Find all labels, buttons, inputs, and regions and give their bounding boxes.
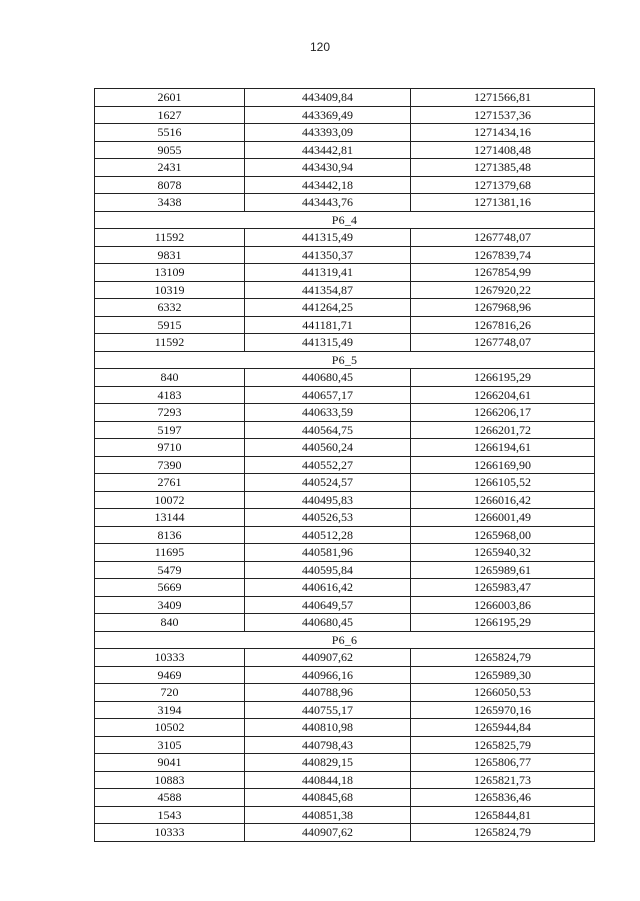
section-label: Р6_6 bbox=[95, 631, 595, 649]
point-number-cell: 10319 bbox=[95, 281, 245, 299]
y-coordinate-cell: 1266194,61 bbox=[411, 439, 595, 457]
x-coordinate-cell: 440829,15 bbox=[245, 754, 411, 772]
x-coordinate-cell: 440844,18 bbox=[245, 771, 411, 789]
table-row bbox=[95, 684, 595, 702]
x-coordinate-cell: 440581,96 bbox=[245, 544, 411, 562]
x-coordinate-cell: 440524,57 bbox=[245, 474, 411, 492]
y-coordinate-cell: 1266169,90 bbox=[411, 456, 595, 474]
point-number-cell: 9041 bbox=[95, 754, 245, 772]
point-number-cell: 5915 bbox=[95, 316, 245, 334]
point-number-cell: 8136 bbox=[95, 526, 245, 544]
x-coordinate-cell: 440680,45 bbox=[245, 369, 411, 387]
point-number-cell: 10502 bbox=[95, 719, 245, 737]
y-coordinate-cell: 1266201,72 bbox=[411, 421, 595, 439]
table-row bbox=[95, 159, 595, 177]
point-number-cell: 2761 bbox=[95, 474, 245, 492]
table-row bbox=[95, 561, 595, 579]
table-row bbox=[95, 719, 595, 737]
point-number-cell: 840 bbox=[95, 369, 245, 387]
point-number-cell: 10333 bbox=[95, 649, 245, 667]
section-header-row bbox=[95, 351, 595, 369]
point-number-cell: 10883 bbox=[95, 771, 245, 789]
section-label: Р6_4 bbox=[95, 211, 595, 229]
point-number-cell: 1543 bbox=[95, 806, 245, 824]
x-coordinate-cell: 440526,53 bbox=[245, 509, 411, 527]
point-number-cell: 6332 bbox=[95, 299, 245, 317]
coordinates-table bbox=[94, 88, 595, 842]
table-row bbox=[95, 194, 595, 212]
x-coordinate-cell: 441315,49 bbox=[245, 229, 411, 247]
y-coordinate-cell: 1266105,52 bbox=[411, 474, 595, 492]
table-row bbox=[95, 106, 595, 124]
table-row bbox=[95, 299, 595, 317]
x-coordinate-cell: 440845,68 bbox=[245, 789, 411, 807]
y-coordinate-cell: 1271408,48 bbox=[411, 141, 595, 159]
y-coordinate-cell: 1266206,17 bbox=[411, 404, 595, 422]
x-coordinate-cell: 440788,96 bbox=[245, 684, 411, 702]
y-coordinate-cell: 1267968,96 bbox=[411, 299, 595, 317]
y-coordinate-cell: 1265940,32 bbox=[411, 544, 595, 562]
table-row bbox=[95, 666, 595, 684]
table-row bbox=[95, 771, 595, 789]
coordinates-table-body bbox=[95, 89, 595, 842]
x-coordinate-cell: 440633,59 bbox=[245, 404, 411, 422]
table-row bbox=[95, 789, 595, 807]
x-coordinate-cell: 440966,16 bbox=[245, 666, 411, 684]
y-coordinate-cell: 1265983,47 bbox=[411, 579, 595, 597]
table-row bbox=[95, 421, 595, 439]
table-row bbox=[95, 404, 595, 422]
y-coordinate-cell: 1265989,30 bbox=[411, 666, 595, 684]
y-coordinate-cell: 1271434,16 bbox=[411, 124, 595, 142]
y-coordinate-cell: 1265989,61 bbox=[411, 561, 595, 579]
x-coordinate-cell: 441264,25 bbox=[245, 299, 411, 317]
point-number-cell: 4588 bbox=[95, 789, 245, 807]
table-row bbox=[95, 509, 595, 527]
x-coordinate-cell: 443409,84 bbox=[245, 89, 411, 107]
point-number-cell: 11592 bbox=[95, 229, 245, 247]
table-row bbox=[95, 124, 595, 142]
y-coordinate-cell: 1265968,00 bbox=[411, 526, 595, 544]
x-coordinate-cell: 441319,41 bbox=[245, 264, 411, 282]
x-coordinate-cell: 440755,17 bbox=[245, 701, 411, 719]
y-coordinate-cell: 1267839,74 bbox=[411, 246, 595, 264]
table-row bbox=[95, 474, 595, 492]
point-number-cell: 11695 bbox=[95, 544, 245, 562]
y-coordinate-cell: 1266016,42 bbox=[411, 491, 595, 509]
x-coordinate-cell: 440560,24 bbox=[245, 439, 411, 457]
point-number-cell: 9469 bbox=[95, 666, 245, 684]
y-coordinate-cell: 1265944,84 bbox=[411, 719, 595, 737]
table-row bbox=[95, 334, 595, 352]
table-row bbox=[95, 439, 595, 457]
x-coordinate-cell: 441350,37 bbox=[245, 246, 411, 264]
table-row bbox=[95, 526, 595, 544]
table-row bbox=[95, 141, 595, 159]
point-number-cell: 3105 bbox=[95, 736, 245, 754]
y-coordinate-cell: 1265836,46 bbox=[411, 789, 595, 807]
y-coordinate-cell: 1267816,26 bbox=[411, 316, 595, 334]
y-coordinate-cell: 1271385,48 bbox=[411, 159, 595, 177]
point-number-cell: 720 bbox=[95, 684, 245, 702]
table-row bbox=[95, 491, 595, 509]
y-coordinate-cell: 1265806,77 bbox=[411, 754, 595, 772]
y-coordinate-cell: 1265844,81 bbox=[411, 806, 595, 824]
y-coordinate-cell: 1271537,36 bbox=[411, 106, 595, 124]
x-coordinate-cell: 441181,71 bbox=[245, 316, 411, 334]
y-coordinate-cell: 1265821,73 bbox=[411, 771, 595, 789]
x-coordinate-cell: 443442,81 bbox=[245, 141, 411, 159]
point-number-cell: 4183 bbox=[95, 386, 245, 404]
x-coordinate-cell: 440649,57 bbox=[245, 596, 411, 614]
table-row bbox=[95, 369, 595, 387]
table-row bbox=[95, 456, 595, 474]
point-number-cell: 5516 bbox=[95, 124, 245, 142]
point-number-cell: 3438 bbox=[95, 194, 245, 212]
y-coordinate-cell: 1265825,79 bbox=[411, 736, 595, 754]
table-row bbox=[95, 824, 595, 842]
x-coordinate-cell: 443369,49 bbox=[245, 106, 411, 124]
table-row bbox=[95, 229, 595, 247]
point-number-cell: 2601 bbox=[95, 89, 245, 107]
x-coordinate-cell: 440680,45 bbox=[245, 614, 411, 632]
table-row bbox=[95, 176, 595, 194]
x-coordinate-cell: 441315,49 bbox=[245, 334, 411, 352]
x-coordinate-cell: 440495,83 bbox=[245, 491, 411, 509]
table-row bbox=[95, 89, 595, 107]
y-coordinate-cell: 1266050,53 bbox=[411, 684, 595, 702]
point-number-cell: 13109 bbox=[95, 264, 245, 282]
x-coordinate-cell: 440810,98 bbox=[245, 719, 411, 737]
table-row bbox=[95, 386, 595, 404]
point-number-cell: 5669 bbox=[95, 579, 245, 597]
x-coordinate-cell: 440851,38 bbox=[245, 806, 411, 824]
section-header-row bbox=[95, 211, 595, 229]
table-row bbox=[95, 264, 595, 282]
table-row bbox=[95, 754, 595, 772]
x-coordinate-cell: 443393,09 bbox=[245, 124, 411, 142]
point-number-cell: 3194 bbox=[95, 701, 245, 719]
x-coordinate-cell: 440657,17 bbox=[245, 386, 411, 404]
point-number-cell: 1627 bbox=[95, 106, 245, 124]
point-number-cell: 5479 bbox=[95, 561, 245, 579]
x-coordinate-cell: 440552,27 bbox=[245, 456, 411, 474]
x-coordinate-cell: 440616,42 bbox=[245, 579, 411, 597]
table-row bbox=[95, 736, 595, 754]
y-coordinate-cell: 1266001,49 bbox=[411, 509, 595, 527]
table-row bbox=[95, 649, 595, 667]
x-coordinate-cell: 441354,87 bbox=[245, 281, 411, 299]
point-number-cell: 13144 bbox=[95, 509, 245, 527]
x-coordinate-cell: 443430,94 bbox=[245, 159, 411, 177]
point-number-cell: 9710 bbox=[95, 439, 245, 457]
point-number-cell: 840 bbox=[95, 614, 245, 632]
point-number-cell: 2431 bbox=[95, 159, 245, 177]
x-coordinate-cell: 440907,62 bbox=[245, 824, 411, 842]
table-row bbox=[95, 281, 595, 299]
y-coordinate-cell: 1267920,22 bbox=[411, 281, 595, 299]
table-row bbox=[95, 614, 595, 632]
point-number-cell: 9831 bbox=[95, 246, 245, 264]
table-row bbox=[95, 806, 595, 824]
point-number-cell: 11592 bbox=[95, 334, 245, 352]
point-number-cell: 10333 bbox=[95, 824, 245, 842]
point-number-cell: 5197 bbox=[95, 421, 245, 439]
x-coordinate-cell: 440564,75 bbox=[245, 421, 411, 439]
y-coordinate-cell: 1271381,16 bbox=[411, 194, 595, 212]
table-row bbox=[95, 701, 595, 719]
table-row bbox=[95, 544, 595, 562]
y-coordinate-cell: 1266195,29 bbox=[411, 369, 595, 387]
point-number-cell: 7293 bbox=[95, 404, 245, 422]
y-coordinate-cell: 1266003,86 bbox=[411, 596, 595, 614]
section-header-row bbox=[95, 631, 595, 649]
y-coordinate-cell: 1267748,07 bbox=[411, 229, 595, 247]
y-coordinate-cell: 1266195,29 bbox=[411, 614, 595, 632]
table-row bbox=[95, 246, 595, 264]
y-coordinate-cell: 1267854,99 bbox=[411, 264, 595, 282]
point-number-cell: 10072 bbox=[95, 491, 245, 509]
page-number: 120 bbox=[309, 40, 331, 54]
y-coordinate-cell: 1265970,16 bbox=[411, 701, 595, 719]
y-coordinate-cell: 1267748,07 bbox=[411, 334, 595, 352]
table-row bbox=[95, 579, 595, 597]
x-coordinate-cell: 440798,43 bbox=[245, 736, 411, 754]
point-number-cell: 9055 bbox=[95, 141, 245, 159]
y-coordinate-cell: 1266204,61 bbox=[411, 386, 595, 404]
table-row bbox=[95, 596, 595, 614]
y-coordinate-cell: 1271566,81 bbox=[411, 89, 595, 107]
y-coordinate-cell: 1265824,79 bbox=[411, 824, 595, 842]
section-label: Р6_5 bbox=[95, 351, 595, 369]
y-coordinate-cell: 1271379,68 bbox=[411, 176, 595, 194]
x-coordinate-cell: 440907,62 bbox=[245, 649, 411, 667]
x-coordinate-cell: 443443,76 bbox=[245, 194, 411, 212]
table-row bbox=[95, 316, 595, 334]
y-coordinate-cell: 1265824,79 bbox=[411, 649, 595, 667]
point-number-cell: 7390 bbox=[95, 456, 245, 474]
point-number-cell: 8078 bbox=[95, 176, 245, 194]
x-coordinate-cell: 440595,84 bbox=[245, 561, 411, 579]
x-coordinate-cell: 440512,28 bbox=[245, 526, 411, 544]
x-coordinate-cell: 443442,18 bbox=[245, 176, 411, 194]
point-number-cell: 3409 bbox=[95, 596, 245, 614]
